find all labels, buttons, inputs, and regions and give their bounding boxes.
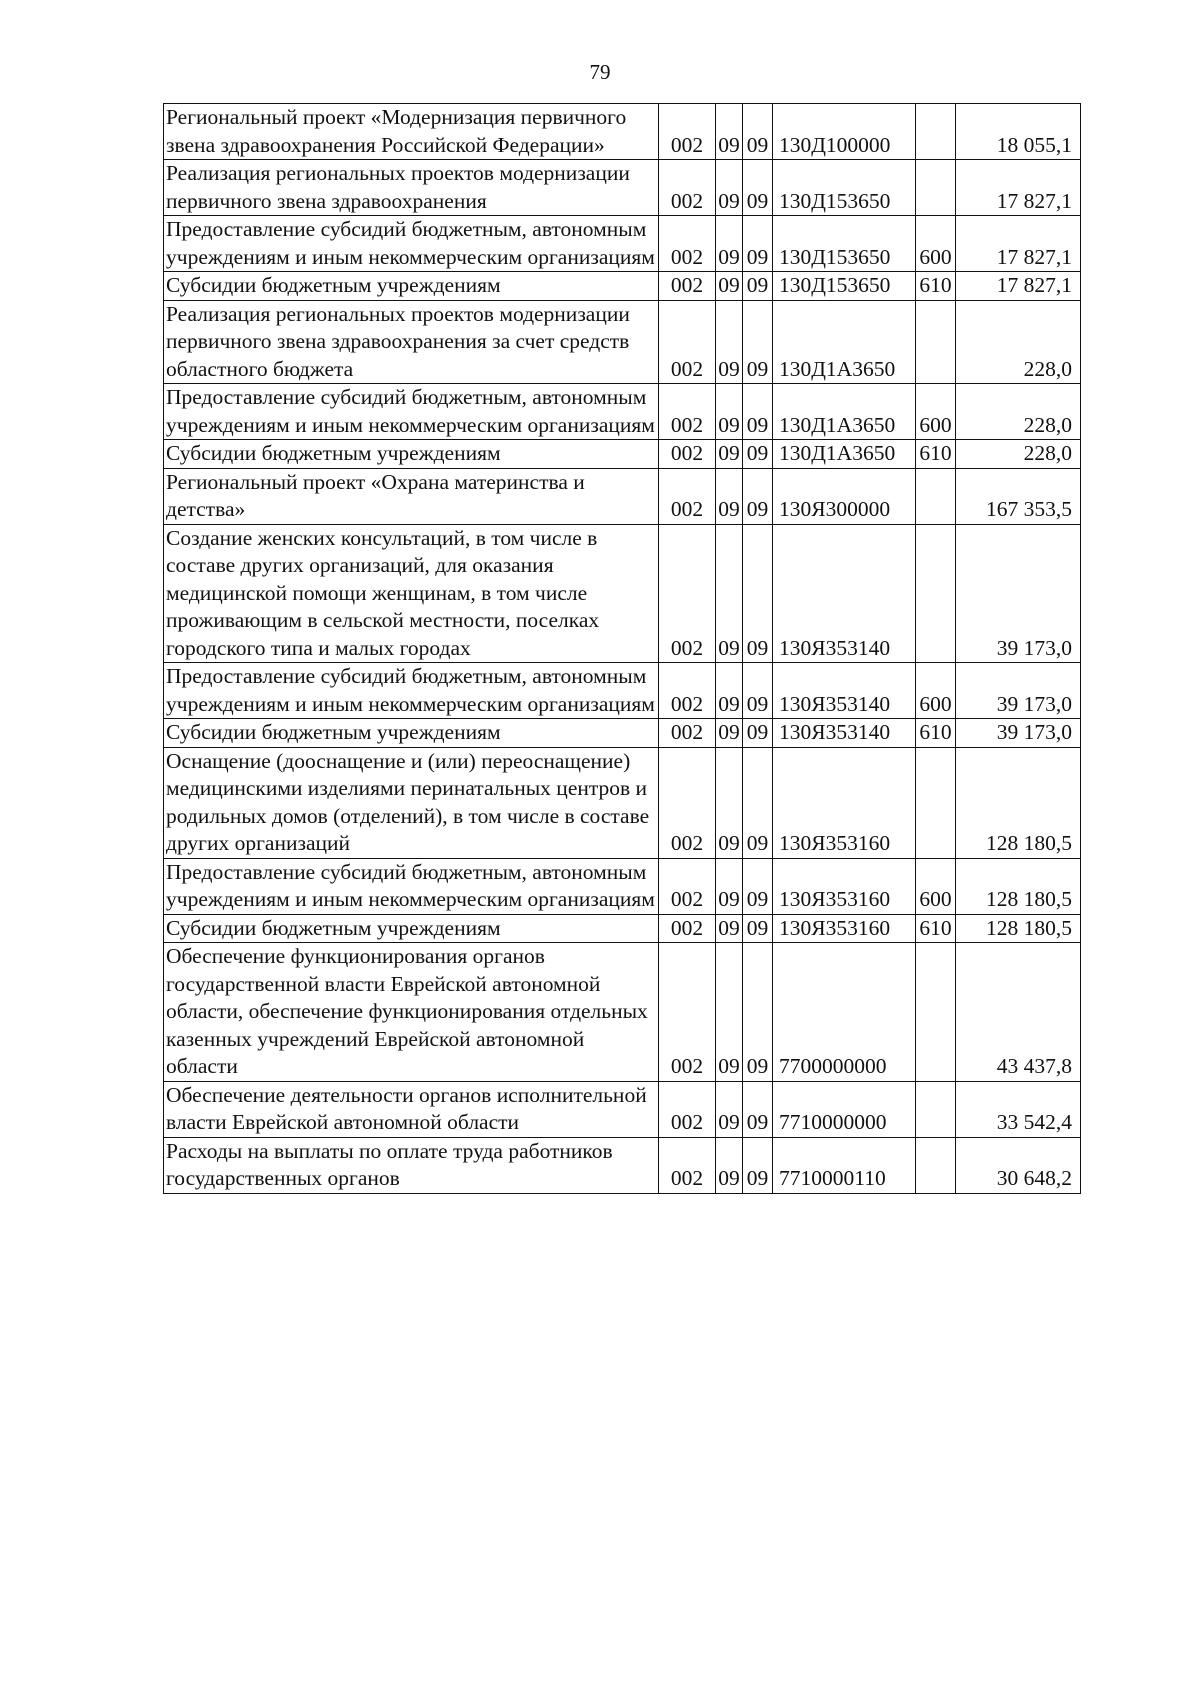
subsection-code: 09 — [743, 216, 773, 272]
ministry-code: 002 — [659, 663, 716, 719]
target-code: 130Д153650 — [773, 272, 916, 301]
target-code: 130Д153650 — [773, 160, 916, 216]
table-row — [164, 272, 1081, 301]
subsection-code: 09 — [743, 914, 773, 943]
item-name: Предоставление субсидий бюджетным, автономным учреждениям и иным некоммерческим организациям — [164, 384, 659, 440]
budget-table — [163, 103, 1081, 1194]
amount: 33 542,4 — [956, 1081, 1081, 1137]
item-name: Создание женских консультаций, в том числе в составе других организаций, для оказания медицинской помощи женщинам, в том числе проживающим в сельской местности, поселках городского типа и малых городах — [164, 524, 659, 663]
expense-type-code: 610 — [916, 440, 956, 469]
subsection-code: 09 — [743, 1137, 773, 1193]
item-name: Предоставление субсидий бюджетным, автономным учреждениям и иным некоммерческим организациям — [164, 663, 659, 719]
subsection-code: 09 — [743, 300, 773, 384]
item-name: Субсидии бюджетным учреждениям — [164, 719, 659, 748]
item-name: Предоставление субсидий бюджетным, автономным учреждениям и иным некоммерческим организациям — [164, 858, 659, 914]
item-name: Оснащение (дооснащение и (или) переоснащение) медицинскими изделиями перинатальных центров и родильных домов (отделений), в том числе в составе других организаций — [164, 747, 659, 858]
subsection-code: 09 — [743, 663, 773, 719]
item-name: Субсидии бюджетным учреждениям — [164, 914, 659, 943]
table-row — [164, 858, 1081, 914]
table-row — [164, 719, 1081, 748]
subsection-code: 09 — [743, 858, 773, 914]
amount: 43 437,8 — [956, 943, 1081, 1082]
expense-type-code: 610 — [916, 719, 956, 748]
ministry-code: 002 — [659, 943, 716, 1082]
ministry-code: 002 — [659, 719, 716, 748]
section-code: 09 — [716, 914, 743, 943]
section-code: 09 — [716, 1081, 743, 1137]
section-code: 09 — [716, 384, 743, 440]
section-code: 09 — [716, 300, 743, 384]
expense-type-code — [916, 104, 956, 160]
table-row — [164, 524, 1081, 663]
section-code: 09 — [716, 1137, 743, 1193]
section-code: 09 — [716, 216, 743, 272]
target-code: 130Д1А3650 — [773, 384, 916, 440]
expense-type-code — [916, 468, 956, 524]
table-row — [164, 747, 1081, 858]
subsection-code: 09 — [743, 719, 773, 748]
section-code: 09 — [716, 943, 743, 1082]
table-row — [164, 384, 1081, 440]
section-code: 09 — [716, 524, 743, 663]
expense-type-code: 600 — [916, 858, 956, 914]
subsection-code: 09 — [743, 1081, 773, 1137]
ministry-code: 002 — [659, 1081, 716, 1137]
ministry-code: 002 — [659, 104, 716, 160]
subsection-code: 09 — [743, 272, 773, 301]
ministry-code: 002 — [659, 272, 716, 301]
table-row — [164, 160, 1081, 216]
expense-type-code — [916, 1137, 956, 1193]
subsection-code: 09 — [743, 524, 773, 663]
table-row — [164, 943, 1081, 1082]
target-code: 130Д1А3650 — [773, 440, 916, 469]
table-row — [164, 914, 1081, 943]
ministry-code: 002 — [659, 747, 716, 858]
ministry-code: 002 — [659, 524, 716, 663]
target-code: 130Я353160 — [773, 914, 916, 943]
section-code: 09 — [716, 858, 743, 914]
ministry-code: 002 — [659, 914, 716, 943]
target-code: 130Я353140 — [773, 524, 916, 663]
expense-type-code: 610 — [916, 914, 956, 943]
expense-type-code: 600 — [916, 216, 956, 272]
ministry-code: 002 — [659, 300, 716, 384]
expense-type-code — [916, 747, 956, 858]
table-row — [164, 440, 1081, 469]
expense-type-code — [916, 524, 956, 663]
target-code: 7700000000 — [773, 943, 916, 1082]
subsection-code: 09 — [743, 943, 773, 1082]
page-number: 79 — [589, 60, 611, 84]
amount: 39 173,0 — [956, 524, 1081, 663]
target-code: 130Д153650 — [773, 216, 916, 272]
table-row — [164, 104, 1081, 160]
target-code: 130Я353140 — [773, 663, 916, 719]
section-code: 09 — [716, 468, 743, 524]
item-name: Расходы на выплаты по оплате труда работников государственных органов — [164, 1137, 659, 1193]
section-code: 09 — [716, 747, 743, 858]
table-row — [164, 663, 1081, 719]
amount: 39 173,0 — [956, 719, 1081, 748]
section-code: 09 — [716, 719, 743, 748]
item-name: Региональный проект «Охрана материнства и детства» — [164, 468, 659, 524]
amount: 39 173,0 — [956, 663, 1081, 719]
target-code: 130Я353140 — [773, 719, 916, 748]
ministry-code: 002 — [659, 160, 716, 216]
target-code: 130Я300000 — [773, 468, 916, 524]
section-code: 09 — [716, 663, 743, 719]
expense-type-code — [916, 943, 956, 1082]
ministry-code: 002 — [659, 384, 716, 440]
amount: 128 180,5 — [956, 914, 1081, 943]
amount: 30 648,2 — [956, 1137, 1081, 1193]
amount: 128 180,5 — [956, 858, 1081, 914]
subsection-code: 09 — [743, 440, 773, 469]
item-name: Обеспечение деятельности органов исполнительной власти Еврейской автономной области — [164, 1081, 659, 1137]
target-code: 130Я353160 — [773, 747, 916, 858]
subsection-code: 09 — [743, 104, 773, 160]
ministry-code: 002 — [659, 440, 716, 469]
table-row — [164, 468, 1081, 524]
amount: 17 827,1 — [956, 216, 1081, 272]
amount: 17 827,1 — [956, 272, 1081, 301]
expense-type-code — [916, 1081, 956, 1137]
target-code: 130Д1А3650 — [773, 300, 916, 384]
item-name: Субсидии бюджетным учреждениям — [164, 440, 659, 469]
section-code: 09 — [716, 272, 743, 301]
section-code: 09 — [716, 440, 743, 469]
item-name: Региональный проект «Модернизация первичного звена здравоохранения Российской Федерации» — [164, 104, 659, 160]
subsection-code: 09 — [743, 747, 773, 858]
budget-table-body — [164, 104, 1081, 1194]
table-row — [164, 300, 1081, 384]
item-name: Субсидии бюджетным учреждениям — [164, 272, 659, 301]
subsection-code: 09 — [743, 160, 773, 216]
expense-type-code — [916, 160, 956, 216]
expense-type-code: 600 — [916, 384, 956, 440]
item-name: Реализация региональных проектов модернизации первичного звена здравоохранения за счет средств областного бюджета — [164, 300, 659, 384]
amount: 18 055,1 — [956, 104, 1081, 160]
item-name: Реализация региональных проектов модернизации первичного звена здравоохранения — [164, 160, 659, 216]
amount: 128 180,5 — [956, 747, 1081, 858]
target-code: 7710000110 — [773, 1137, 916, 1193]
ministry-code: 002 — [659, 858, 716, 914]
expense-type-code: 600 — [916, 663, 956, 719]
ministry-code: 002 — [659, 1137, 716, 1193]
item-name: Обеспечение функционирования органов государственной власти Еврейской автономной области, обеспечение функционирования отдельных казенных учреждений Еврейской автономной области — [164, 943, 659, 1082]
target-code: 130Я353160 — [773, 858, 916, 914]
item-name: Предоставление субсидий бюджетным, автономным учреждениям и иным некоммерческим организациям — [164, 216, 659, 272]
amount: 17 827,1 — [956, 160, 1081, 216]
target-code: 130Д100000 — [773, 104, 916, 160]
table-row — [164, 1137, 1081, 1193]
section-code: 09 — [716, 160, 743, 216]
ministry-code: 002 — [659, 468, 716, 524]
ministry-code: 002 — [659, 216, 716, 272]
expense-type-code: 610 — [916, 272, 956, 301]
amount: 228,0 — [956, 440, 1081, 469]
amount: 167 353,5 — [956, 468, 1081, 524]
subsection-code: 09 — [743, 384, 773, 440]
target-code: 7710000000 — [773, 1081, 916, 1137]
subsection-code: 09 — [743, 468, 773, 524]
table-row — [164, 216, 1081, 272]
table-row — [164, 1081, 1081, 1137]
amount: 228,0 — [956, 300, 1081, 384]
section-code: 09 — [716, 104, 743, 160]
amount: 228,0 — [956, 384, 1081, 440]
expense-type-code — [916, 300, 956, 384]
